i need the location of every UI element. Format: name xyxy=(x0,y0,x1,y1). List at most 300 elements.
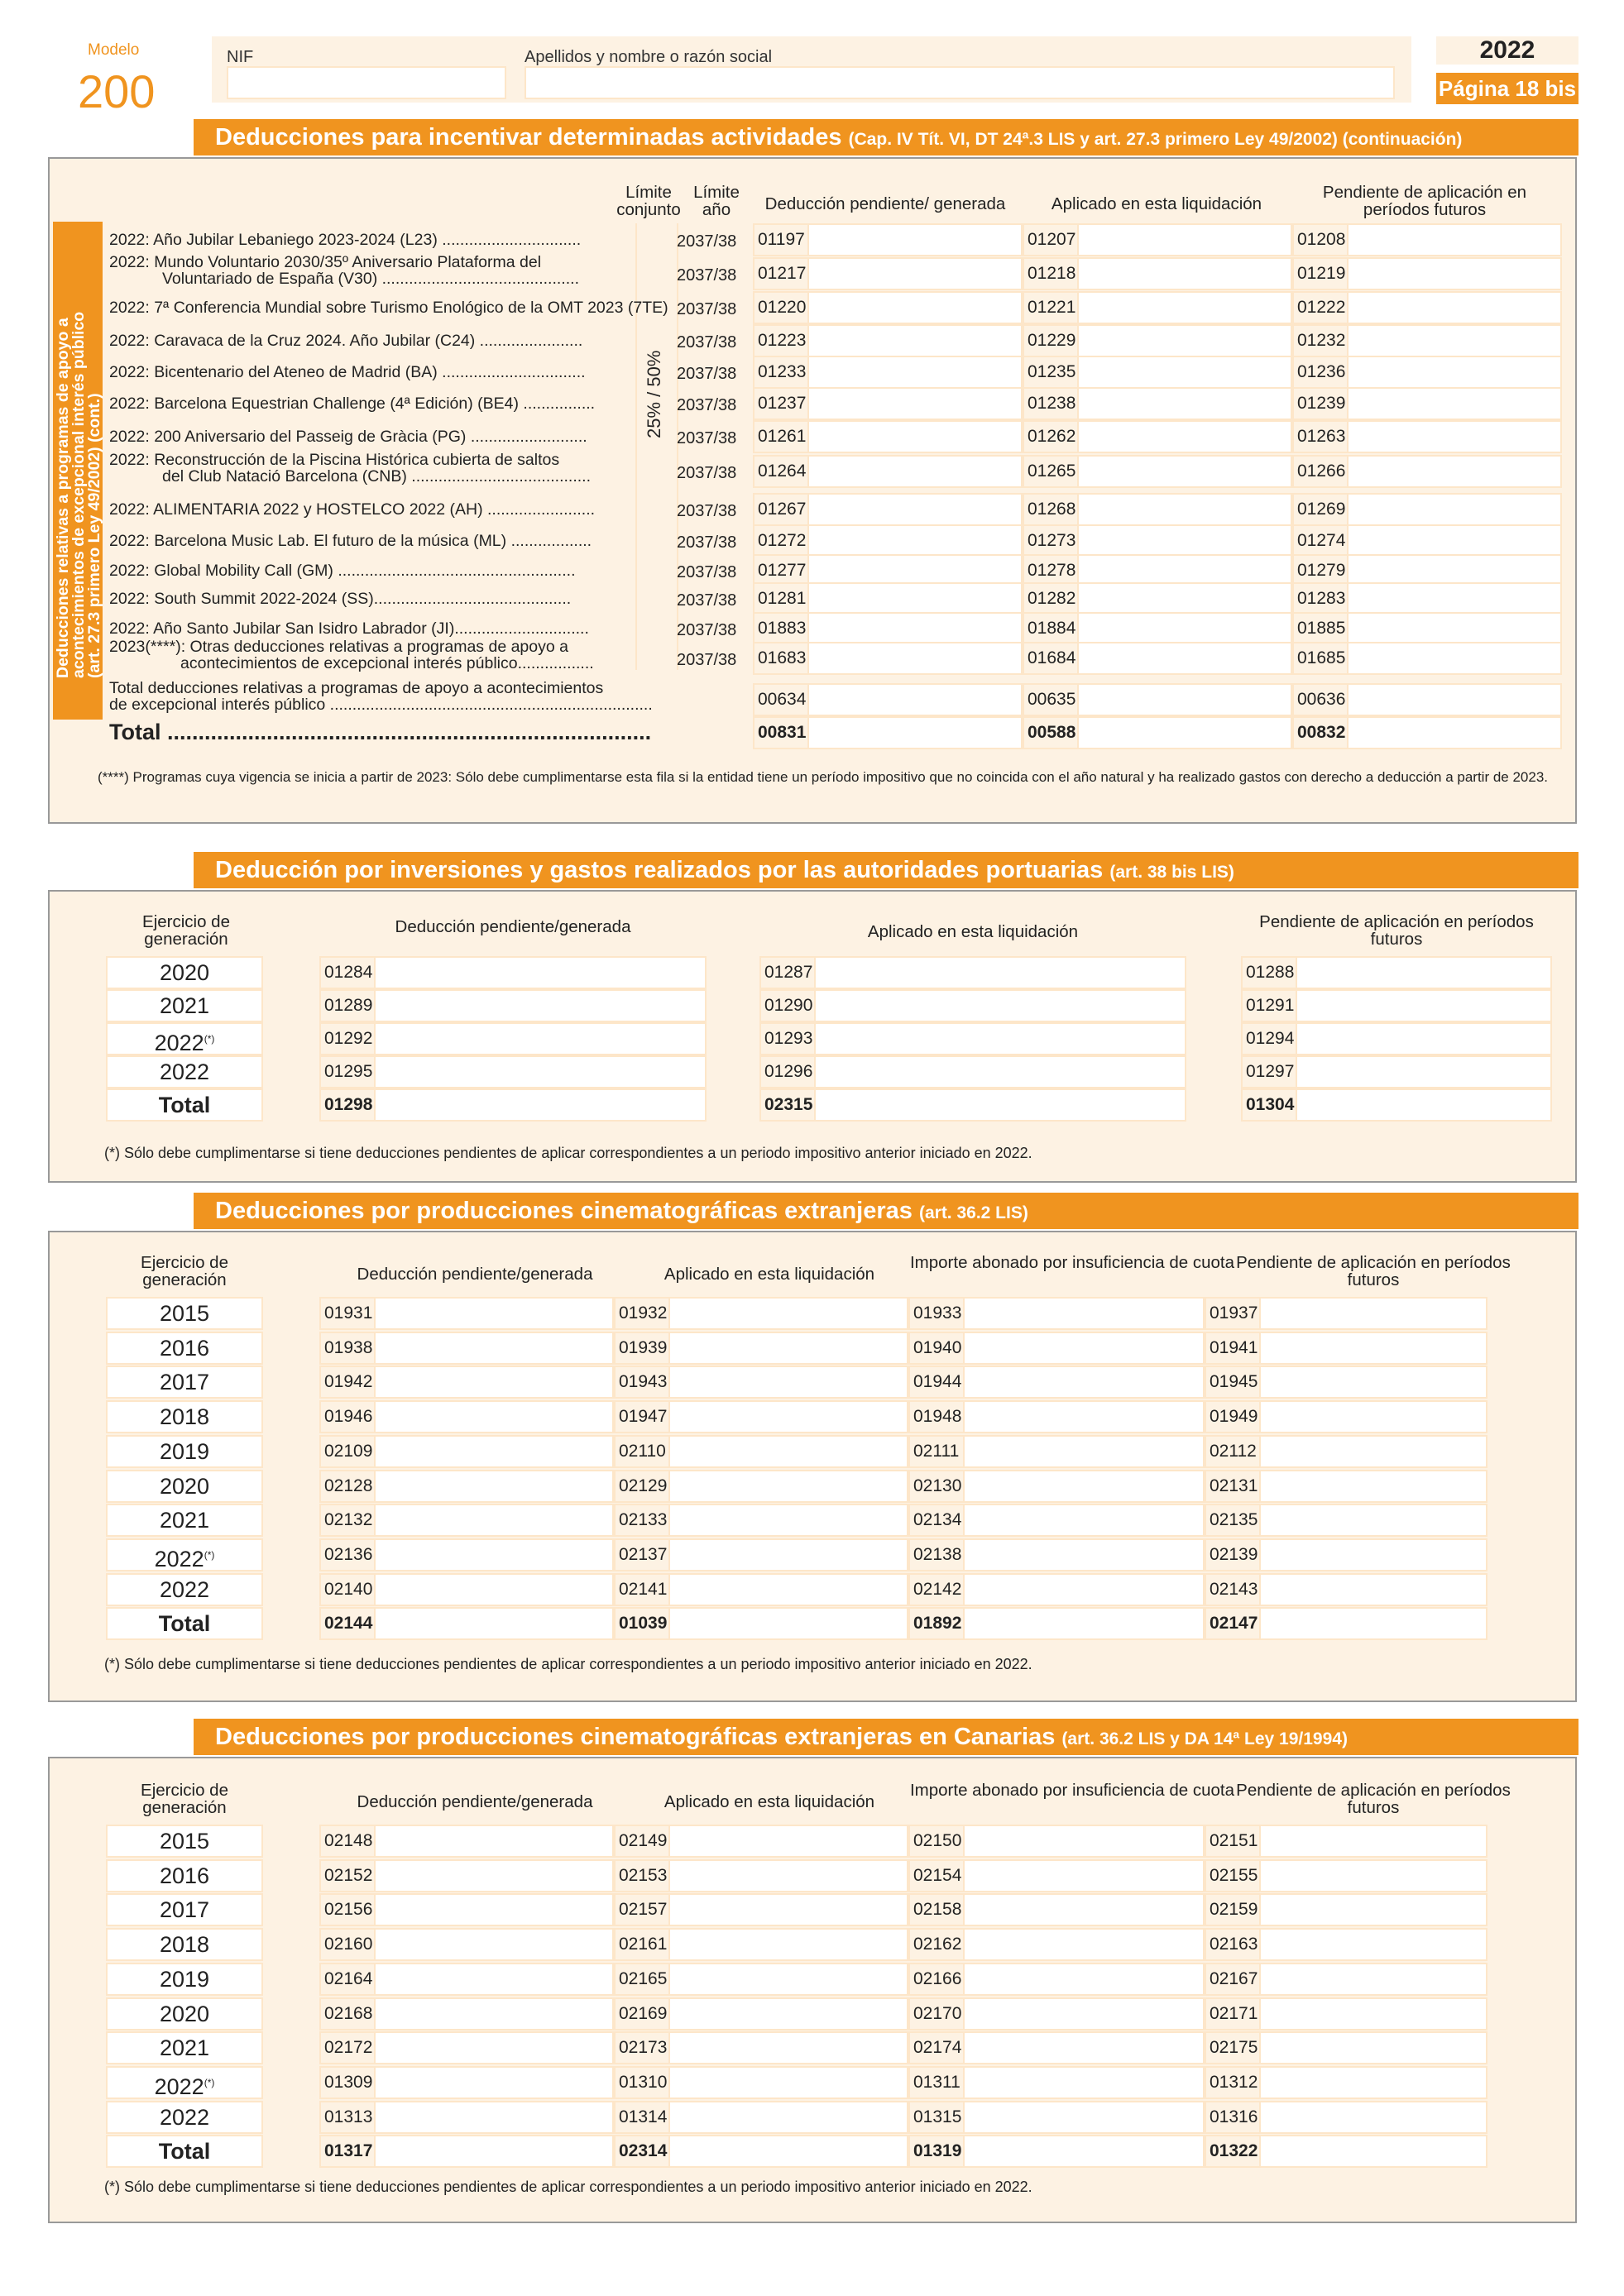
sec4-fut-field-code: 02163 xyxy=(1206,1930,1261,1959)
sec3-pend-field[interactable] xyxy=(319,1400,614,1433)
sec3-note: (*) Sólo debe cumplimentarse si tiene deducciones pendientes de aplicar correspondientes a un periodo impositivo anterior iniciado en 2022. xyxy=(104,1656,1032,1672)
sec1-fut-field-code: 01239 xyxy=(1294,389,1349,419)
sec2-pend-field-code: 01284 xyxy=(321,958,376,988)
sec2-fut-field[interactable] xyxy=(1241,989,1552,1022)
sec1-pend-field-code: 01272 xyxy=(755,526,809,556)
sec1-fut-field-code: 01219 xyxy=(1294,259,1349,289)
sec4-imp-field[interactable] xyxy=(908,1928,1205,1961)
sec2-col-aplic: Aplicado en esta liquidación xyxy=(867,922,1079,941)
sec4-aplic-field[interactable] xyxy=(614,1825,908,1858)
sec2-year: 2020 xyxy=(159,960,210,985)
sec1-aplic-field-code: 01235 xyxy=(1024,357,1079,387)
sec3-aplic-field[interactable] xyxy=(614,1607,908,1640)
sec2-fut-field[interactable] xyxy=(1241,1022,1552,1055)
sec1-row-label: 2022: Barcelona Music Lab. El futuro de la música (ML) .................. xyxy=(109,532,592,550)
sec1-fut-field[interactable] xyxy=(1292,420,1562,453)
name-label: Apellidos y nombre o razón social xyxy=(525,48,773,66)
sec4-header xyxy=(194,1719,1578,1755)
sec4-imp-field[interactable] xyxy=(908,1825,1205,1858)
sec2-pend-field[interactable] xyxy=(319,1022,707,1055)
sec3-year-cell xyxy=(106,1607,263,1640)
sec1-fut-field[interactable] xyxy=(1292,356,1562,389)
sec1-row-label: 2022: Global Mobility Call (GM) ..................................................... xyxy=(109,562,576,580)
sec1-pend-field-code: 01267 xyxy=(755,495,809,524)
sec3-imp-field[interactable] xyxy=(908,1607,1205,1640)
sec2-fut-field-code: 01288 xyxy=(1243,958,1297,988)
sec4-pend-field[interactable] xyxy=(319,2031,614,2064)
sec3-year: 2015 xyxy=(159,1301,210,1326)
sec4-aplic-field[interactable] xyxy=(614,1997,908,2031)
sec1-fut-field-code: 01222 xyxy=(1294,293,1349,323)
sec4-aplic-field-code: 02169 xyxy=(616,1999,670,2029)
sec2-aplic-field[interactable] xyxy=(759,1088,1186,1122)
sec1-pend-field[interactable] xyxy=(753,223,1023,256)
sec4-imp-field[interactable] xyxy=(908,1893,1205,1926)
sec3-aplic-field[interactable] xyxy=(614,1297,908,1330)
sec3-year: 2018 xyxy=(159,1404,210,1429)
sec4-note: (*) Sólo debe cumplimentarse si tiene deducciones pendientes de aplicar correspondientes a un periodo impositivo anterior iniciado en 2022. xyxy=(104,2179,1032,2195)
sec3-pend-field[interactable] xyxy=(319,1573,614,1606)
sec1-aplic-field-code: 01278 xyxy=(1024,556,1079,586)
sec1-total-fut[interactable] xyxy=(1292,716,1562,749)
sec3-fut-field[interactable] xyxy=(1205,1332,1487,1365)
sec3-aplic-field-code: 01947 xyxy=(616,1402,670,1432)
sec4-fut-field[interactable] xyxy=(1205,1893,1487,1926)
sec2-year: Total xyxy=(158,1093,211,1117)
sec1-aplic-field[interactable] xyxy=(1023,257,1292,290)
sec3-fut-field[interactable] xyxy=(1205,1435,1487,1468)
sec2-year-cell xyxy=(106,989,263,1022)
sec1-fut-field[interactable] xyxy=(1292,324,1562,357)
sec3-fut-field-code: 02139 xyxy=(1206,1540,1261,1570)
sec4-aplic-field-code: 01314 xyxy=(616,2102,670,2132)
modelo-number: 200 xyxy=(78,65,156,117)
sec1-row-label: 2022: Reconstrucción de la Piscina Histórica cubierta de saltos xyxy=(109,451,560,469)
sec1-row-label: 2022: Año Jubilar Lebaniego 2023-2024 (L23) ............................... xyxy=(109,231,582,249)
sec4-fut-field[interactable] xyxy=(1205,2135,1487,2168)
sec1-row-label: 2022: Caravaca de la Cruz 2024. Año Jubilar (C24) ....................... xyxy=(109,332,583,350)
sec1-fut-field[interactable] xyxy=(1292,612,1562,645)
sec4-imp-field[interactable] xyxy=(908,2066,1205,2099)
sec1-pend-field-code: 01220 xyxy=(755,293,809,323)
sec4-imp-field[interactable] xyxy=(908,2031,1205,2064)
sec3-pend-field[interactable] xyxy=(319,1366,614,1399)
sec4-year-cell xyxy=(106,2066,263,2099)
sec4-aplic-field[interactable] xyxy=(614,2135,908,2168)
sec3-aplic-field[interactable] xyxy=(614,1538,908,1571)
sec3-aplic-field[interactable] xyxy=(614,1400,908,1433)
sec1-pend-field[interactable] xyxy=(753,257,1023,290)
sec3-year: 2019 xyxy=(159,1439,210,1464)
sec2-pend-field-code: 01289 xyxy=(321,991,376,1021)
sec4-fut-field[interactable] xyxy=(1205,1963,1487,1996)
sec1-col-limit-ano: Límite año xyxy=(693,183,740,219)
sec1-fut-field-code: 01269 xyxy=(1294,495,1349,524)
sec4-year: 2016 xyxy=(159,1863,210,1888)
sec3-aplic-field[interactable] xyxy=(614,1573,908,1606)
sec3-aplic-field[interactable] xyxy=(614,1504,908,1537)
sec4-aplic-field[interactable] xyxy=(614,2101,908,2134)
sec2-fut-field[interactable] xyxy=(1241,956,1552,989)
sec4-year: 2022 xyxy=(154,2074,204,2099)
sec2-aplic-field[interactable] xyxy=(759,989,1186,1022)
sec1-aplic-field[interactable] xyxy=(1023,324,1292,357)
sec1-fut-field-code: 01236 xyxy=(1294,357,1349,387)
sec1-fut-field[interactable] xyxy=(1292,642,1562,675)
sec3-fut-field[interactable] xyxy=(1205,1504,1487,1537)
sec1-total-prog-aplic[interactable] xyxy=(1023,683,1292,716)
sec4-imp-field-code: 01315 xyxy=(910,2102,965,2132)
sec2-pend-field[interactable] xyxy=(319,1088,707,1122)
sec2-pend-field-code: 01292 xyxy=(321,1024,376,1054)
sec2-pend-field[interactable] xyxy=(319,1055,707,1088)
sec4-aplic-field[interactable] xyxy=(614,2031,908,2064)
sec2-fut-field-code: 01294 xyxy=(1243,1024,1297,1054)
sec1-aplic-field[interactable] xyxy=(1023,223,1292,256)
sec3-aplic-field-code: 02137 xyxy=(616,1540,670,1570)
sec3-col-pend: Deducción pendiente/generada xyxy=(357,1265,593,1284)
sec1-total-prog-fut[interactable] xyxy=(1292,683,1562,716)
sec4-fut-field[interactable] xyxy=(1205,1997,1487,2031)
name-input[interactable] xyxy=(525,66,1395,99)
sec4-year: 2018 xyxy=(159,1932,210,1957)
sec4-imp-field-code: 02166 xyxy=(910,1964,965,1994)
sec4-fut-field-code: 01312 xyxy=(1206,2068,1261,2097)
sec2-pend-field-code: 01298 xyxy=(321,1090,376,1120)
sec1-pend-field[interactable] xyxy=(753,324,1023,357)
sec1-aplic-field-code: 01268 xyxy=(1024,495,1079,524)
sec4-fut-field-code: 02175 xyxy=(1206,2033,1261,2063)
sec2-year: 2021 xyxy=(159,993,210,1018)
sec3-year: 2020 xyxy=(159,1474,210,1499)
sec1-row-limit: 2037/38 xyxy=(677,365,737,383)
sec4-imp-field[interactable] xyxy=(908,1997,1205,2031)
sec4-imp-field-code: 02150 xyxy=(910,1826,965,1856)
sec3-imp-field[interactable] xyxy=(908,1332,1205,1365)
sec4-year: 2019 xyxy=(159,1967,210,1992)
sec3-imp-field[interactable] xyxy=(908,1504,1205,1537)
sec3-fut-field[interactable] xyxy=(1205,1400,1487,1433)
sec3-aplic-field[interactable] xyxy=(614,1435,908,1468)
sec3-imp-field-code: 01940 xyxy=(910,1333,965,1363)
sec4-pend-field-code: 02164 xyxy=(321,1964,376,1994)
sec4-year-sup: (*) xyxy=(204,2077,215,2088)
sec4-aplic-field-code: 02314 xyxy=(616,2136,670,2166)
sec3-pend-field-code: 02128 xyxy=(321,1471,376,1501)
sec4-pend-field[interactable] xyxy=(319,1859,614,1892)
sec1-fut-field-code: 01685 xyxy=(1294,643,1349,673)
sec1-aplic-field[interactable] xyxy=(1023,455,1292,488)
sec3-year-cell xyxy=(106,1470,263,1503)
sec1-total-prog-fut-code: 00636 xyxy=(1294,685,1349,715)
sec3-aplic-field[interactable] xyxy=(614,1470,908,1503)
sec4-imp-field[interactable] xyxy=(908,2135,1205,2168)
sec1-pend-field-code: 01281 xyxy=(755,584,809,614)
sec1-fut-field-code: 01208 xyxy=(1294,225,1349,255)
sec1-pend-field-code: 01683 xyxy=(755,643,809,673)
sec1-row-label-2: del Club Natació Barcelona (CNB) ........................................ xyxy=(162,467,592,486)
sec1-total-fut-code: 00832 xyxy=(1294,718,1349,748)
sec1-pend-field[interactable] xyxy=(753,493,1023,526)
sec3-imp-field-code: 02138 xyxy=(910,1540,965,1570)
sec3-imp-field[interactable] xyxy=(908,1538,1205,1571)
sec1-aplic-field[interactable] xyxy=(1023,291,1292,324)
sec4-pend-field[interactable] xyxy=(319,2066,614,2099)
sec3-fut-field-code: 02112 xyxy=(1206,1437,1261,1466)
sec4-pend-field-code: 02148 xyxy=(321,1826,376,1856)
sec1-aplic-field-code: 01207 xyxy=(1024,225,1079,255)
sec2-aplic-field[interactable] xyxy=(759,1055,1186,1088)
sec3-aplic-field[interactable] xyxy=(614,1332,908,1365)
sec3-imp-field[interactable] xyxy=(908,1435,1205,1468)
sec4-pend-field[interactable] xyxy=(319,2101,614,2134)
sec4-fut-field-code: 02155 xyxy=(1206,1861,1261,1891)
sec3-col-imp: Importe abonado por insuficiencia de cuota xyxy=(909,1253,1235,1272)
sec4-imp-field[interactable] xyxy=(908,2101,1205,2134)
sec1-pend-field[interactable] xyxy=(753,455,1023,488)
sec4-col-fut: Pendiente de aplicación en períodos futuros xyxy=(1236,1781,1511,1817)
sec2-ref: (art. 38 bis LIS) xyxy=(1109,863,1234,882)
sec1-pct: 25% / 50% xyxy=(644,350,664,438)
sec1-pend-field[interactable] xyxy=(753,582,1023,615)
sec4-year-cell xyxy=(106,1997,263,2031)
sec1-pend-field-code: 01233 xyxy=(755,357,809,387)
sec4-imp-field-code: 02154 xyxy=(910,1861,965,1891)
sec4-fut-field[interactable] xyxy=(1205,1859,1487,1892)
sec4-imp-field-code: 02162 xyxy=(910,1930,965,1959)
sec1-pend-field[interactable] xyxy=(753,356,1023,389)
sec4-pend-field-code: 02156 xyxy=(321,1895,376,1925)
sec4-aplic-field-code: 02153 xyxy=(616,1861,670,1891)
sec4-pend-field-code: 02168 xyxy=(321,1999,376,2029)
sec4-pend-field[interactable] xyxy=(319,1893,614,1926)
sec2-year-cell xyxy=(106,1055,263,1088)
sec1-aplic-field-code: 01282 xyxy=(1024,584,1079,614)
sec1-total-prog-l1: Total deducciones relativas a programas de apoyo a acontecimientos xyxy=(109,679,604,697)
sec4-pend-field[interactable] xyxy=(319,1825,614,1858)
sec3-fut-field[interactable] xyxy=(1205,1607,1487,1640)
sec4-title: Deducciones por producciones cinematográficas extranjeras en Canarias xyxy=(215,1724,1056,1750)
sec1-pend-field[interactable] xyxy=(753,387,1023,420)
sec2-col-fut: Pendiente de aplicación en períodos futuros xyxy=(1259,912,1534,949)
sec3-aplic-field-code: 02133 xyxy=(616,1505,670,1535)
sec3-fut-field-code: 01937 xyxy=(1206,1299,1261,1328)
sec1-fut-field[interactable] xyxy=(1292,257,1562,290)
sec1-side-2: acontecimientos de excepcional interés público xyxy=(69,311,88,678)
sec2-title: Deducción por inversiones y gastos realizados por las autoridades portuarias xyxy=(215,857,1104,883)
sec3-fut-field-code: 01945 xyxy=(1206,1367,1261,1397)
sec3-pend-field[interactable] xyxy=(319,1332,614,1365)
sec3-imp-field-code: 01892 xyxy=(910,1609,965,1638)
sec4-year: 2017 xyxy=(159,1897,210,1922)
sec1-fut-field-code: 01232 xyxy=(1294,326,1349,356)
sec2-aplic-field[interactable] xyxy=(759,956,1186,989)
sec3-pend-field[interactable] xyxy=(319,1470,614,1503)
sec3-pend-field[interactable] xyxy=(319,1607,614,1640)
sec4-pend-field[interactable] xyxy=(319,2135,614,2168)
sec1-total-prog-pend[interactable] xyxy=(753,683,1023,716)
sec1-aplic-field[interactable] xyxy=(1023,356,1292,389)
sec2-pend-field[interactable] xyxy=(319,989,707,1022)
sec4-year-cell xyxy=(106,1825,263,1858)
sec1-aplic-field[interactable] xyxy=(1023,612,1292,645)
sec2-aplic-field-code: 01290 xyxy=(761,991,816,1021)
sec1-side-1: Deducciones relativas a programas de apoyo a xyxy=(54,318,72,678)
sec1-total-pend[interactable] xyxy=(753,716,1023,749)
sec3-pend-field[interactable] xyxy=(319,1504,614,1537)
sec3-imp-field[interactable] xyxy=(908,1366,1205,1399)
sec4-aplic-field[interactable] xyxy=(614,1963,908,1996)
sec4-aplic-field[interactable] xyxy=(614,2066,908,2099)
sec4-col-imp: Importe abonado por insuficiencia de cuota xyxy=(909,1781,1235,1800)
sec1-fut-field[interactable] xyxy=(1292,387,1562,420)
sec4-year: 2020 xyxy=(159,2002,210,2026)
sec1-fut-field[interactable] xyxy=(1292,291,1562,324)
sec1-aplic-field[interactable] xyxy=(1023,524,1292,557)
sec1-fut-field-code: 01263 xyxy=(1294,422,1349,452)
sec3-col-aplic: Aplicado en esta liquidación xyxy=(663,1265,875,1284)
sec4-aplic-field-code: 02165 xyxy=(616,1964,670,1994)
sec1-fut-field[interactable] xyxy=(1292,582,1562,615)
sec1-ref: (Cap. IV Tít. VI, DT 24ª.3 LIS y art. 27.3 primero Ley 49/2002) (continuación) xyxy=(848,130,1463,149)
sec4-imp-field-code: 02158 xyxy=(910,1895,965,1925)
sec1-fut-field[interactable] xyxy=(1292,455,1562,488)
sec1-row-label: 2022: Año Santo Jubilar San Isidro Labrador (JI).............................. xyxy=(109,619,589,638)
sec2-note: (*) Sólo debe cumplimentarse si tiene deducciones pendientes de aplicar correspondientes a un periodo impositivo anterior iniciado en 2022. xyxy=(104,1145,1032,1161)
sec1-total-aplic-code: 00588 xyxy=(1024,718,1079,748)
nif-label: NIF xyxy=(227,48,254,66)
sec1-col-aplic: Aplicado en esta liquidación xyxy=(1051,194,1262,213)
sec1-row-label: 2022: 200 Aniversario del Passeig de Gràcia (PG) .......................... xyxy=(109,428,587,446)
sec3-pend-field[interactable] xyxy=(319,1297,614,1330)
sec4-imp-field-code: 02170 xyxy=(910,1999,965,2029)
sec1-pend-field-code: 01217 xyxy=(755,259,809,289)
sec4-fut-field-code: 01322 xyxy=(1206,2136,1261,2166)
sec4-aplic-field[interactable] xyxy=(614,1928,908,1961)
sec4-pend-field[interactable] xyxy=(319,1928,614,1961)
sec4-aplic-field-code: 01310 xyxy=(616,2068,670,2097)
sec3-aplic-field-code: 02141 xyxy=(616,1575,670,1605)
nif-input[interactable] xyxy=(227,66,506,99)
sec1-aplic-field[interactable] xyxy=(1023,387,1292,420)
sec2-fut-field-code: 01304 xyxy=(1243,1090,1297,1120)
sec4-fut-field[interactable] xyxy=(1205,2101,1487,2134)
sec1-row-limit: 2037/38 xyxy=(677,396,737,414)
sec3-pend-field-code: 02109 xyxy=(321,1437,376,1466)
sec3-aplic-field-code: 02129 xyxy=(616,1471,670,1501)
sec3-fut-field[interactable] xyxy=(1205,1297,1487,1330)
sec3-year: 2022 xyxy=(154,1547,204,1571)
sec4-imp-field[interactable] xyxy=(908,1963,1205,1996)
sec3-aplic-field[interactable] xyxy=(614,1366,908,1399)
sec1-row-label: 2022: South Summit 2022-2024 (SS)............................................ xyxy=(109,590,572,608)
sec1-pend-field[interactable] xyxy=(753,420,1023,453)
sec1-pend-field[interactable] xyxy=(753,291,1023,324)
sec2-year-sup: (*) xyxy=(204,1033,215,1045)
sec3-pend-field-code: 01942 xyxy=(321,1367,376,1397)
sec2-year-cell xyxy=(106,1088,263,1122)
sec1-fut-field[interactable] xyxy=(1292,493,1562,526)
sec1-pend-field[interactable] xyxy=(753,642,1023,675)
sec3-year: Total xyxy=(158,1611,211,1636)
sec1-aplic-field[interactable] xyxy=(1023,582,1292,615)
sec2-fut-field[interactable] xyxy=(1241,1055,1552,1088)
sec3-fut-field[interactable] xyxy=(1205,1366,1487,1399)
sec4-pend-field[interactable] xyxy=(319,1997,614,2031)
sec2-aplic-field[interactable] xyxy=(759,1022,1186,1055)
sec4-fut-field[interactable] xyxy=(1205,2066,1487,2099)
sec1-pend-field[interactable] xyxy=(753,612,1023,645)
sec4-pend-field-code: 02172 xyxy=(321,2033,376,2063)
sec3-year: 2021 xyxy=(159,1508,210,1533)
sec2-col-ej: Ejercicio de generación xyxy=(142,912,230,949)
sec4-aplic-field-code: 02149 xyxy=(616,1826,670,1856)
sec4-fut-field[interactable] xyxy=(1205,1928,1487,1961)
sec1-row-label: 2023(****): Otras deducciones relativas a programas de apoyo a xyxy=(109,638,568,656)
sec3-fut-field[interactable] xyxy=(1205,1573,1487,1606)
sec2-fut-field[interactable] xyxy=(1241,1088,1552,1122)
modelo-label: Modelo xyxy=(88,41,140,59)
sec3-fut-field[interactable] xyxy=(1205,1470,1487,1503)
sec3-fut-field-code: 02147 xyxy=(1206,1609,1261,1638)
sec1-pend-field[interactable] xyxy=(753,524,1023,557)
sec4-aplic-field[interactable] xyxy=(614,1893,908,1926)
sec4-fut-field[interactable] xyxy=(1205,1825,1487,1858)
sec1-aplic-field-code: 01238 xyxy=(1024,389,1079,419)
sec4-aplic-field[interactable] xyxy=(614,1859,908,1892)
sec2-year-cell xyxy=(106,956,263,989)
sec4-col-pend: Deducción pendiente/generada xyxy=(357,1792,593,1811)
sec3-imp-field[interactable] xyxy=(908,1400,1205,1433)
sec4-imp-field[interactable] xyxy=(908,1859,1205,1892)
sec1-total-aplic[interactable] xyxy=(1023,716,1292,749)
sec3-imp-field[interactable] xyxy=(908,1297,1205,1330)
sec3-imp-field-code: 01944 xyxy=(910,1367,965,1397)
sec1-total-pend-code: 00831 xyxy=(755,718,809,748)
sec3-aplic-field-code: 02110 xyxy=(616,1437,670,1466)
sec3-imp-field[interactable] xyxy=(908,1470,1205,1503)
sec3-fut-field[interactable] xyxy=(1205,1538,1487,1571)
sec1-aplic-field[interactable] xyxy=(1023,420,1292,453)
sec4-year-cell xyxy=(106,2031,263,2064)
sec1-aplic-field[interactable] xyxy=(1023,493,1292,526)
sec1-fut-field[interactable] xyxy=(1292,223,1562,256)
sec3-imp-field[interactable] xyxy=(908,1573,1205,1606)
sec3-imp-field-code: 01948 xyxy=(910,1402,965,1432)
sec2-pend-field[interactable] xyxy=(319,956,707,989)
sec4-imp-field-code: 02174 xyxy=(910,2033,965,2063)
sec4-fut-field[interactable] xyxy=(1205,2031,1487,2064)
sec1-aplic-field-code: 01262 xyxy=(1024,422,1079,452)
sec4-pend-field-code: 02160 xyxy=(321,1930,376,1959)
sec1-aplic-field-code: 01221 xyxy=(1024,293,1079,323)
sec3-pend-field-code: 01946 xyxy=(321,1402,376,1432)
sec1-aplic-field[interactable] xyxy=(1023,642,1292,675)
sec3-pend-field[interactable] xyxy=(319,1538,614,1571)
sec1-row-limit: 2037/38 xyxy=(677,591,737,610)
sec3-year: 2022 xyxy=(159,1577,210,1602)
sec3-year-sup: (*) xyxy=(204,1549,215,1561)
sec4-pend-field[interactable] xyxy=(319,1963,614,1996)
year-box: 2022 xyxy=(1436,36,1578,65)
sec1-fut-field[interactable] xyxy=(1292,524,1562,557)
sec3-fut-field-code: 02143 xyxy=(1206,1575,1261,1605)
sec4-imp-field-code: 01311 xyxy=(910,2068,965,2097)
sec4-year-cell xyxy=(106,2101,263,2134)
sec1-total-prog-pend-code: 00634 xyxy=(755,685,809,715)
sec3-pend-field[interactable] xyxy=(319,1435,614,1468)
sec3-pend-field-code: 01938 xyxy=(321,1333,376,1363)
